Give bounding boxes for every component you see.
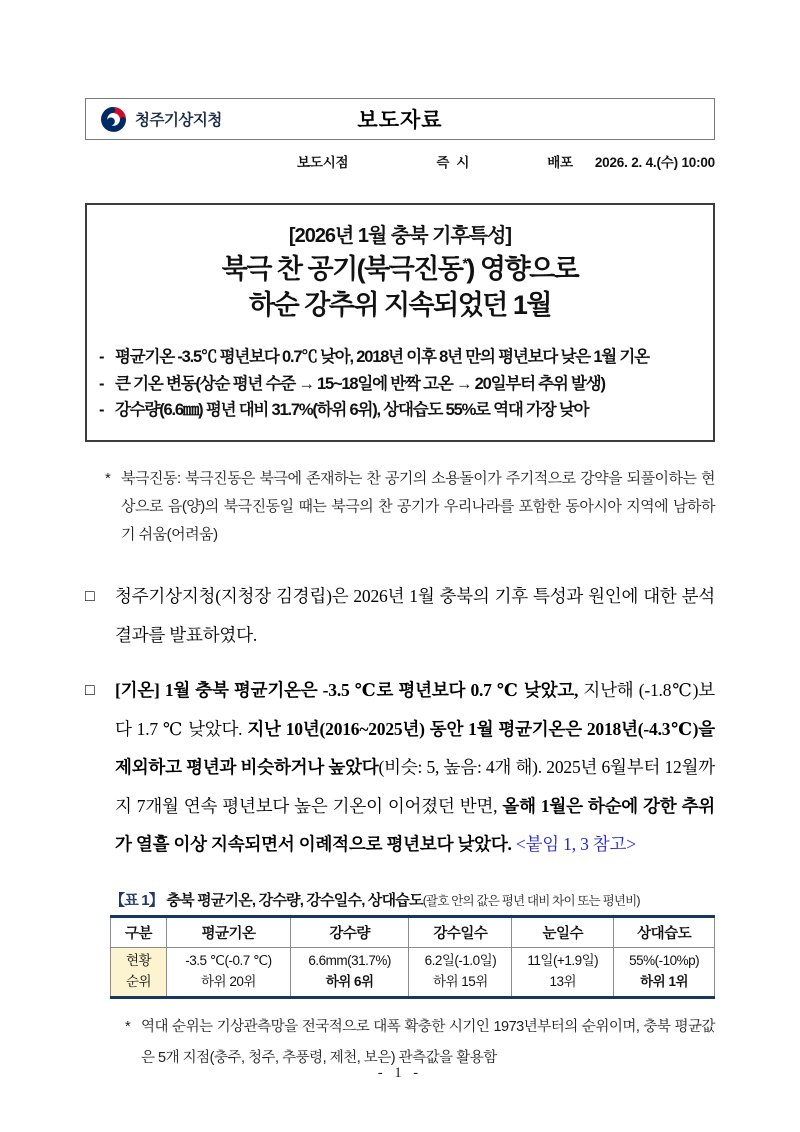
row-label-rank: 순위 (125, 973, 152, 989)
bullet-dash: - (99, 401, 104, 420)
paragraph-temperature-text (115, 671, 715, 864)
title-asterisk: * (462, 255, 467, 271)
cell-value: 11일(+1.9일) (527, 952, 599, 968)
header-cell-precip-days: 강수일수 (409, 916, 512, 947)
header-cell-humidity: 상대습도 (614, 916, 715, 947)
footnote-asterisk: * (105, 470, 111, 488)
summary-bullet (99, 397, 701, 424)
table-caption-note: (괄호 안의 값은 평년 대비 차이 또는 평년비) (422, 893, 640, 908)
distribution-label: 배포 (547, 155, 573, 170)
temp-segment: [기온] 1월 충북 평균기온은 -3.5 ℃로 평년보다 0.7 ℃ 낮았고, (115, 680, 579, 701)
row-label-status-rank (111, 947, 167, 997)
header-cell-category: 구분 (111, 916, 167, 947)
arctic-oscillation-footnote (85, 465, 715, 548)
row-label-status: 현황 (125, 952, 152, 968)
square-bullet-icon: □ (85, 682, 95, 700)
climate-stats-table (110, 915, 715, 999)
table-caption-main: 충북 평균기온, 강수량, 강수일수, 상대습도 (163, 891, 423, 909)
summary-bullet-text: 큰 기온 변동(상순 평년 수준 → 15~18일에 반짝 고온 → 20일부터 추위 발생) (115, 374, 605, 393)
table-data-row (111, 947, 715, 997)
summary-bullet-text: 강수량(6.6㎜) 평년 대비 31.7%(하위 6위), 상대습도 55%로 역대 가장 낮아 (115, 401, 589, 420)
header-cell-precip: 강수량 (290, 916, 409, 947)
table-section (110, 889, 715, 1074)
bullet-dash: - (99, 347, 104, 366)
cell-precip-days (409, 947, 512, 997)
page-number: - 1 - (377, 1065, 423, 1081)
cell-value: 6.6mm(31.7%) (308, 952, 391, 968)
distribution-datetime: 2026. 2. 4.(수) 10:00 (594, 155, 715, 170)
arctic-oscillation-footnote-text: 북극진동: 북극진동은 북극에 존재하는 찬 공기의 소용돌이가 주기적으로 강약을 되풀이하는 현상으로 음(양)의 북극진동일 때는 북극의 찬 공기가 우리나라를 포함한 동아시아 지역에 남하하기 쉬움(어려움) (121, 470, 715, 543)
summary-bullet (99, 371, 701, 398)
cell-humidity (614, 947, 715, 997)
header-cell-avg-temp: 평균기온 (167, 916, 291, 947)
release-info-row (85, 151, 715, 171)
paragraph-temperature (85, 671, 715, 864)
paragraph-announcement-text: 청주기상지청(지청장 김경립)은 2026년 1월 충북의 기후 특성과 원인에 대한 분석 결과를 발표하였다. (115, 586, 715, 645)
table-caption (110, 889, 715, 910)
doc-type-title: 보도자료 (357, 109, 443, 132)
temp-segment: (비슷: 5, 높음: 4개 해). 2025년 6월부터 12월까지 7개월 연속 평년보다 높은 기온이 이어졌던 반면, (115, 757, 715, 816)
temp-segment: 올해 1월은 하순에 강한 추위가 열흘 이상 지속되면서 이례적으로 평년보다 낮았다. (115, 795, 715, 855)
title-box (85, 203, 715, 442)
bullet-dash: - (99, 374, 104, 393)
temp-segment: 지난해 (-1.8℃)보다 1.7 ℃ 낮았다. (115, 680, 715, 739)
summary-bullet-text: 평균기온 -3.5℃ 평년보다 0.7℃ 낮아, 2018년 이후 8년 만의 평년보다 낮은 1월 기온 (115, 347, 649, 366)
cell-avg-temp (167, 947, 291, 997)
footnote-asterisk: * (125, 1018, 131, 1035)
header-box (85, 98, 715, 140)
report-subtitle: [2026년 1월 충북 기후특성] (288, 225, 512, 247)
cell-rank: 하위 1위 (640, 973, 689, 989)
attachment-reference-link[interactable]: <붙임 1, 3 참고> (511, 834, 636, 855)
summary-bullet (99, 344, 701, 371)
square-bullet-icon: □ (85, 588, 95, 606)
cell-snow-days (512, 947, 614, 997)
cell-rank: 하위 15위 (432, 973, 488, 989)
cell-value: 6.2일(-1.0일) (424, 952, 497, 968)
cell-value: 55%(-10%p) (629, 952, 700, 968)
paragraph-announcement (85, 577, 715, 654)
table-footnote-text: 역대 순위는 기상관측망을 전국적으로 대폭 확충한 시기인 1973년부터의 순위이며, 충북 평균값은 5개 지점(충주, 청주, 추풍령, 제천, 보은) 관측값을 활용함 (141, 1018, 715, 1066)
temp-segment: 지난 10년(2016~2025년) 동안 1월 평균기온은 2018년(-4.3℃)을 제외하고 평년과 비슷하거나 높았다 (115, 718, 715, 778)
cell-value: -3.5 ℃(-0.7 ℃) (185, 952, 272, 968)
cell-rank: 13위 (549, 973, 577, 989)
table-caption-tag: 【표 1】 (110, 891, 164, 909)
cell-rank: 하위 6위 (325, 973, 374, 989)
table-header-row (111, 916, 715, 947)
org-name: 청주기상지청 (135, 112, 222, 129)
summary-bullet-list (97, 344, 703, 424)
report-title-line1: 북극 찬 공기(북극진동*) 영향으로 (221, 254, 579, 284)
header-cell-snow-days: 눈일수 (512, 916, 614, 947)
cell-rank: 하위 20위 (201, 973, 256, 989)
report-title (97, 251, 703, 324)
release-timing-value: 즉 시 (436, 155, 470, 170)
report-title-line2: 하순 강추위 지속되었던 1월 (249, 290, 551, 321)
release-time-label: 보도시점 (297, 155, 349, 170)
cell-precip (290, 947, 409, 997)
